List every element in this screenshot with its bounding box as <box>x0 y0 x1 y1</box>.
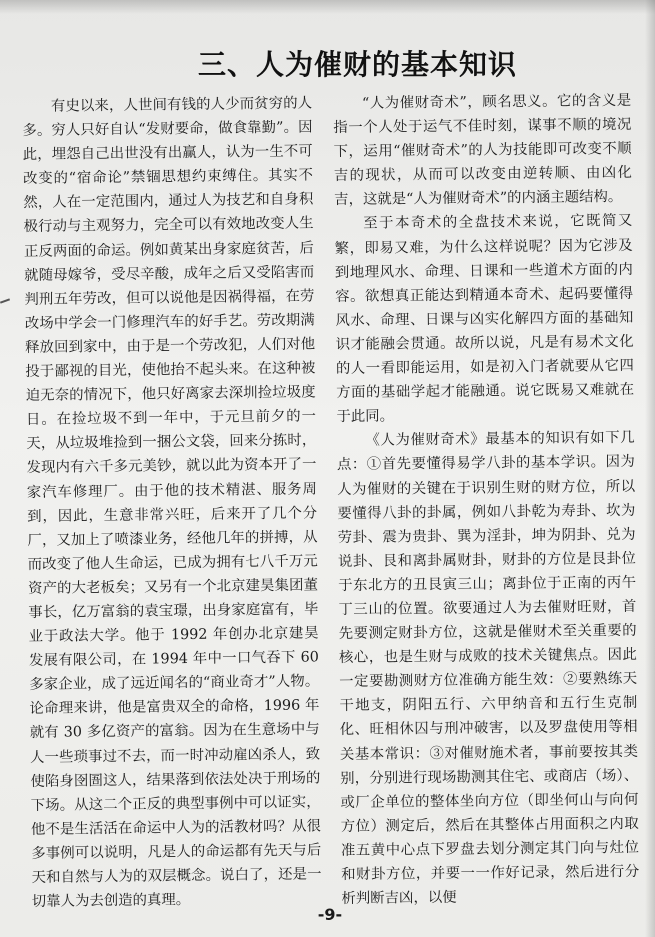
margin-mark <box>0 298 10 303</box>
page-edge-shadow <box>645 0 655 937</box>
section-title: 三、人为催财的基本知识 <box>198 47 518 81</box>
right-paragraph-2: 至于本奇术的全盘技术来说，它既简又繁，即易又难，为什么这样说呢？因为它涉及到地理风水、命理、日课和一些道术方面的内容。欲想真正能达到精通本奇术、起码要懂得风水、命理、日课与凶实化解四方面的基础知识才能融会贯通。故所以说，凡是有易术文化的人一看即能运用，如是初入门者就要从它四方面的基础学起才能融通。说它既易又难就在于此同。 <box>334 213 635 426</box>
right-text-column <box>333 89 640 911</box>
left-paragraph-1: 有史以来，人世间有钱的人少而贫穷的人多。穷人只好自认“发财要命，做食靠勤”。因此，埋怨自己出世没有出赢人，认为一生不可改变的“宿命论”禁锢思想约束缚住。其实不然，人在一定范围内，通过人为技艺和自身积极行动与主观努力，完全可以有效地改变人生正反两面的命运。例如黄某出身家庭贫苦，后就随母嫁爷，受尽辛酸，成年之后又受陷害而判刑五年劳改，但可以说他是因祸得福，在劳改场中学会一门修理汽车的好手艺。劳改期满释放回到家中，由于是一个劳改犯，人们对他投于鄙视的目光，使他抬不起头来。在这种被迫无奈的情况下，他只好离家去深圳捡垃圾度日。在捡垃圾不到一年中，于元旦前夕的一天，从垃圾堆捡到一捆公文袋，回来分拣时，发现内有六千多元美钞，就以此为资本开了一家汽车修理厂。由于他的技术精湛、服务周到，因此，生意非常兴旺，后来开了几个分厂，又加上了喷漆业务，经他几年的拼搏，从而改变了他人生命运，已成为拥有七八千万元资产的大老板矣；又另有一个北京建昊集团董事长，亿万富翁的袁宝璟，出身家庭富有，毕业于政法大学。他于 1992 年创办北京建昊发展有限公司，在 1994 年中一口气吞下 60 多家企业，成了远近闻名的“商业奇才”人物。论命理来讲，他是富贵双全的命格，1996 年就有 30 多亿资产的富翁。因为在生意场中与人一些琐事过不去，而一时冲动雇凶杀人，致使陷身囹圄这人，结果落到依法处决于刑场的下场。从这二个正反的典型事例中可以证实，他不是生活活在命运中人为的活教材吗？从很多事例可以说明，凡是人的命运都有先天与后天和自然与人为的双层概念。说白了，还是一切靠人为去创造的真理。 <box>22 95 322 911</box>
left-text-column <box>22 91 322 914</box>
page-number: -9- <box>317 905 343 924</box>
right-paragraph-1: “人为催财奇术”，顾名思义。它的含义是指一个人处于运气不佳时刻，谋事不顺的境况下，运用“催财奇术”的人为技能即可改变不顺吉的现状，从而可以改变由逆转顺、由凶化吉，这就是“人为催财奇术”的内涵主题结构。 <box>333 92 632 209</box>
right-paragraph-3: 《人为催财奇术》最基本的知识有如下几点：①首先要懂得易学八卦的基本学识。因为人为催财的关键在于识别生财的财方位，所以要懂得八卦的卦属，例如八卦乾为寿卦、坎为劳卦、震为贵卦、巽为淫卦，坤为阴卦、兑为说卦、艮和离卦属财卦，财卦的方位是艮卦位于东北方的丑艮寅三山；离卦位于正南的丙午丁三山的位置。欲要通过人为去催财旺财，首先要测定财卦方位，这就是催财术至关重要的核心，也是生财与成败的技术关键焦点。因此一定要勘测财方位准确方能生效：②要熟练天干地支，阴阳五行、六甲纳音和五行生克制化、旺相休囚与刑冲破害，以及罗盘使用等相关基本常识：③对催财施术者，事前要按其类别，分别进行现场勘测其住宅、或商店（场）、或厂企单位的整体坐向方位（即坐何山与向何方位）测定后，然后在其整体占用面积之内取准五黄中心点下罗盘去划分测定其门向与灶位和财卦方位，并要一一作好记录，然后进行分析判断吉凶，以便 <box>336 430 640 908</box>
